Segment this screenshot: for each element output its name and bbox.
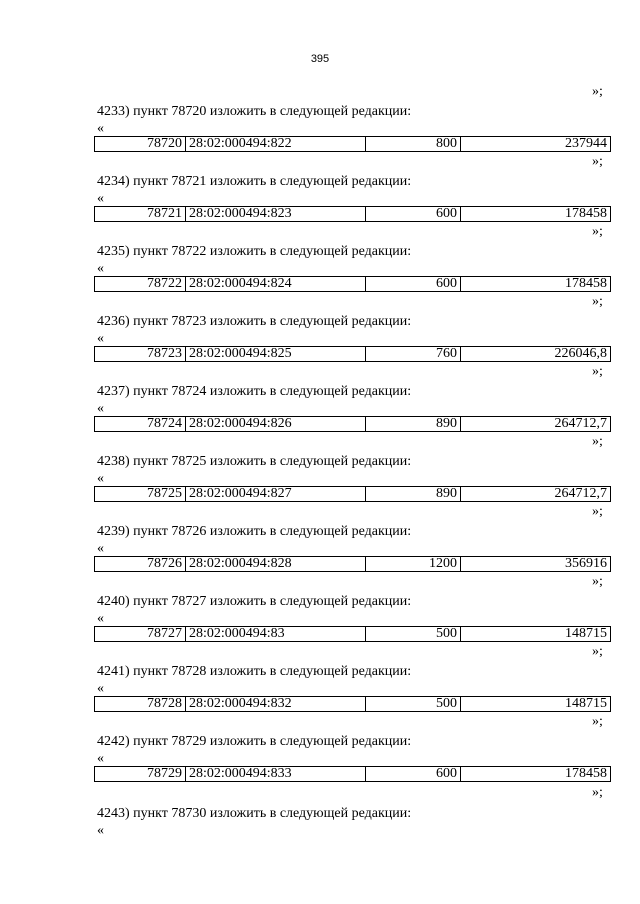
item-number-cell: 78720 <box>95 137 186 151</box>
value-cell: 148715 <box>565 696 607 711</box>
area-cell: 890 <box>366 417 461 431</box>
amendment-instruction: 4241) пункт 78728 изложить в следующей редакции: <box>97 664 412 679</box>
table-row <box>94 556 611 572</box>
value-cell: 178458 <box>565 206 607 221</box>
closing-quote: »; <box>592 294 603 309</box>
area-cell: 800 <box>366 137 461 151</box>
cadastral-number-cell: 28:02:000494:823 <box>186 207 366 221</box>
closing-quote: »; <box>592 154 603 169</box>
cadastral-number-cell: 28:02:000494:833 <box>186 767 366 781</box>
cadastral-number-cell: 28:02:000494:828 <box>186 557 366 571</box>
amendment-instruction: 4236) пункт 78723 изложить в следующей редакции: <box>97 314 412 329</box>
value-cell: 148715 <box>565 626 607 641</box>
value-cell: 237944 <box>565 136 607 151</box>
area-cell: 500 <box>366 627 461 641</box>
opening-quote: « <box>97 401 104 416</box>
amendment-instruction: 4237) пункт 78724 изложить в следующей редакции: <box>97 384 412 399</box>
area-cell: 760 <box>366 347 461 361</box>
opening-quote: « <box>97 191 104 206</box>
table-row <box>94 346 611 362</box>
amendment-instruction: 4238) пункт 78725 изложить в следующей редакции: <box>97 454 412 469</box>
value-cell: 264712,7 <box>554 486 607 501</box>
area-cell: 600 <box>366 277 461 291</box>
opening-quote: « <box>97 751 104 766</box>
item-number-cell: 78725 <box>95 487 186 501</box>
amendment-instruction: 4233) пункт 78720 изложить в следующей редакции: <box>97 104 412 119</box>
value-cell: 226046,8 <box>554 346 607 361</box>
cadastral-number-cell: 28:02:000494:826 <box>186 417 366 431</box>
opening-quote: « <box>97 823 104 838</box>
cadastral-number-cell: 28:02:000494:827 <box>186 487 366 501</box>
opening-quote: « <box>97 471 104 486</box>
closing-quote: »; <box>592 224 603 239</box>
table-row <box>94 416 611 432</box>
item-number-cell: 78726 <box>95 557 186 571</box>
value-cell: 178458 <box>565 766 607 781</box>
cadastral-number-cell: 28:02:000494:822 <box>186 137 366 151</box>
closing-quote: »; <box>592 644 603 659</box>
opening-quote: « <box>97 121 104 136</box>
document-body <box>0 82 640 838</box>
area-cell: 890 <box>366 487 461 501</box>
item-number-cell: 78729 <box>95 767 186 781</box>
amendment-instruction: 4239) пункт 78726 изложить в следующей редакции: <box>97 524 412 539</box>
cadastral-number-cell: 28:02:000494:824 <box>186 277 366 291</box>
amendment-instruction: 4240) пункт 78727 изложить в следующей редакции: <box>97 594 412 609</box>
opening-quote: « <box>97 541 104 556</box>
opening-quote: « <box>97 611 104 626</box>
closing-quote: »; <box>592 785 603 800</box>
opening-quote: « <box>97 331 104 346</box>
item-number-cell: 78721 <box>95 207 186 221</box>
table-row <box>94 766 611 782</box>
opening-quote: « <box>97 261 104 276</box>
amendment-instruction: 4235) пункт 78722 изложить в следующей редакции: <box>97 244 412 259</box>
item-number-cell: 78724 <box>95 417 186 431</box>
table-row <box>94 486 611 502</box>
cadastral-number-cell: 28:02:000494:832 <box>186 697 366 711</box>
amendment-instruction: 4242) пункт 78729 изложить в следующей редакции: <box>97 734 412 749</box>
cadastral-number-cell: 28:02:000494:83 <box>186 627 366 641</box>
page-number: 395 <box>310 53 330 65</box>
value-cell: 264712,7 <box>554 416 607 431</box>
value-cell: 356916 <box>565 556 607 571</box>
area-cell: 1200 <box>366 557 461 571</box>
table-row <box>94 626 611 642</box>
closing-quote: »; <box>592 504 603 519</box>
closing-quote: »; <box>592 364 603 379</box>
closing-quote: »; <box>592 574 603 589</box>
area-cell: 500 <box>366 697 461 711</box>
value-cell: 178458 <box>565 276 607 291</box>
item-number-cell: 78728 <box>95 697 186 711</box>
table-row <box>94 206 611 222</box>
closing-quote: »; <box>592 84 603 99</box>
table-row <box>94 696 611 712</box>
closing-quote: »; <box>592 434 603 449</box>
area-cell: 600 <box>366 207 461 221</box>
table-row <box>94 276 611 292</box>
amendment-instruction: 4234) пункт 78721 изложить в следующей редакции: <box>97 174 412 189</box>
area-cell: 600 <box>366 767 461 781</box>
cadastral-number-cell: 28:02:000494:825 <box>186 347 366 361</box>
item-number-cell: 78727 <box>95 627 186 641</box>
closing-quote: »; <box>592 714 603 729</box>
item-number-cell: 78723 <box>95 347 186 361</box>
amendment-instruction: 4243) пункт 78730 изложить в следующей редакции: <box>97 806 412 821</box>
item-number-cell: 78722 <box>95 277 186 291</box>
table-row <box>94 136 611 152</box>
opening-quote: « <box>97 681 104 696</box>
